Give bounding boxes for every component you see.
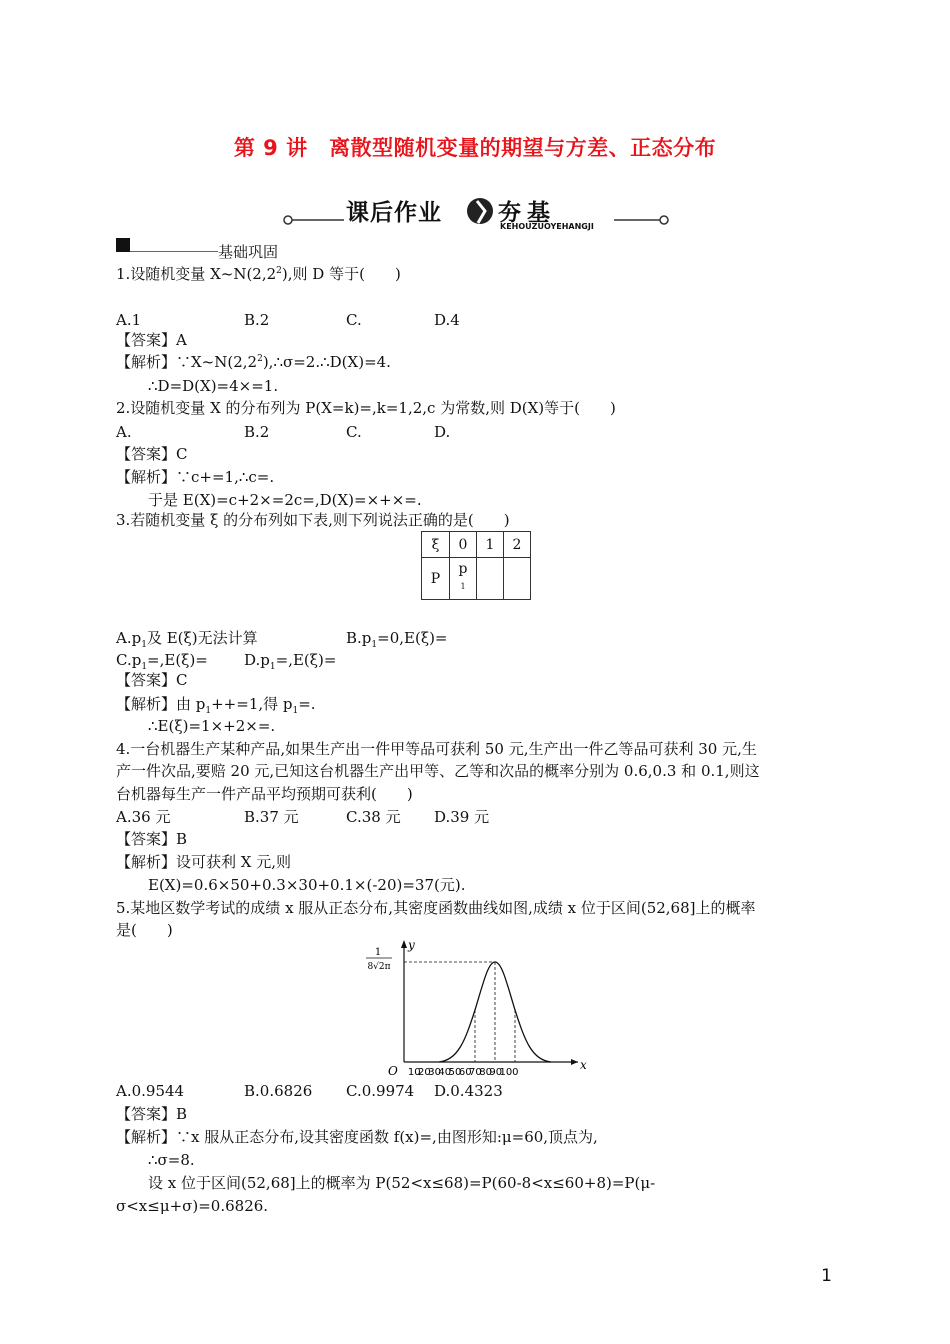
q1-stem: 1.设随机变量 $X\sim N(2,2^2)$,则 D 等于( ) [116,265,401,283]
x-tick-label: 10 [407,1067,421,1078]
section-marker [116,238,130,252]
q5-option-c: C.0.9974 [346,1082,415,1100]
q5-analysis-4: σ<x≤μ+σ)=0.6826. [116,1197,269,1215]
table-cell-empty [477,558,504,600]
section-title: 基础巩固 [218,243,279,261]
x-tick-label: 80 [479,1067,492,1078]
banner-subtitle: KEHOUZUOYEHANGJI [500,222,594,231]
q3-stem: 3.若随机变量 ξ 的分布列如下表,则下列说法正确的是( ) [116,511,510,529]
q2-stem: 2.设随机变量 X 的分布列为 P(X=k)=,k=1,2,c 为常数,则 D(X)等于( ) [116,399,616,417]
q4-analysis-2: E(X)=0.6×50+0.3×30+0.1×(-20)=37(元). [148,876,466,894]
q3-distribution-table [421,531,531,600]
normal-density-graph [360,936,590,1078]
q4-option-b: B.37 元 [244,808,299,826]
q2-option-a: A. [116,423,132,441]
page-number: 1 [821,1266,832,1286]
banner-text-1: 课后作业 [346,200,442,226]
table-row-label: P [422,558,450,600]
q4-option-c: C.38 元 [346,808,401,826]
banner [282,192,670,236]
x-tick-label: 100 [499,1067,519,1078]
q4-option-d: D.39 元 [434,808,490,826]
q1-option-d: D.4 [434,311,460,329]
q3-option-b: $B.p_1=0,E(\xi)=$ [346,629,448,650]
origin-label: O [388,1064,398,1078]
x-tick-label: 20 [418,1067,431,1078]
q5-stem-2: 是( ) [116,921,173,939]
q1-answer: 【答案】A [116,331,187,349]
q5-option-b: B.0.6826 [244,1082,313,1100]
q4-analysis-1: 【解析】设可获利 X 元,则 [116,853,291,871]
q2-option-c: C. [346,423,362,441]
x-tick-labels [408,1067,519,1078]
x-tick-label: 30 [428,1067,441,1078]
q5-analysis-3: 设 x 位于区间(52,68]上的概率为 P(52<x≤68)=P(60-8<x≤60+8)=P(μ- [148,1174,656,1192]
table-header-2: 2 [504,532,531,558]
q3-option-a: $A.p_1$及 E(ξ)无法计算 [116,629,258,650]
page-title: 第 9 讲 离散型随机变量的期望与方差、正态分布 [233,136,717,160]
q1-option-b: B.2 [244,311,270,329]
table-header-0: 0 [450,532,477,558]
table-header-xi: ξ [422,532,450,558]
q1-analysis-2: ∴D=D(X)=4×=1. [148,377,279,395]
q5-option-d: D.0.4323 [434,1082,503,1100]
q4-stem-1: 4.一台机器生产某种产品,如果生产出一件甲等品可获利 50 元,生产出一件乙等品可获利 30 元,生 [116,740,757,758]
q1-analysis-1: 【解析】$\because X\sim N(2,2^2),\therefore\sigma=2.\therefore D(X)=4$. [116,353,391,371]
q1-option-c: C. [346,311,362,329]
banner-text-2: 夯基 [498,200,556,226]
q4-stem-3: 台机器每生产一件产品平均预期可获利( ) [116,785,413,803]
q3-answer: 【答案】C [116,671,188,689]
q2-analysis-2: 于是 E(X)=c+2×=2c=,D(X)=×+×=. [148,491,422,509]
q2-answer: 【答案】C [116,445,188,463]
x-tick-label: 40 [438,1067,452,1078]
x-tick-label: 50 [448,1067,462,1078]
q3-option-d: $D.p_1=,E(\xi)=$ [244,651,337,672]
y-axis-arrow [401,940,407,948]
x-tick-label: 60 [458,1067,472,1078]
q3-option-c: $C.p_1=,E(\xi)=$ [116,651,208,672]
q5-stem-1: 5.某地区数学考试的成绩 x 服从正态分布,其密度函数曲线如图,成绩 x 位于区间(52,68]上的概率 [116,899,756,917]
peak-label-denominator: 8√2π [367,962,391,972]
banner-graphic [282,192,670,236]
table-header-1: 1 [477,532,504,558]
q2-option-b: B.2 [244,423,270,441]
q2-option-d: D. [434,423,451,441]
section-underline [130,251,218,252]
peak-label-numerator: 1 [374,947,382,958]
table-cell-p1: p 1 [450,558,477,600]
q1-option-a: A.1 [116,311,142,329]
q5-analysis-2: ∴σ=8. [148,1151,195,1169]
x-tick-label: 90 [489,1067,503,1078]
q3-analysis-2: ∴E(ξ)=1×+2×=. [148,717,276,735]
q4-answer: 【答案】B [116,830,188,848]
q5-analysis-1: 【解析】∵x 服从正态分布,设其密度函数 f(x)=,由图形知:μ=60,顶点为, [116,1128,598,1146]
x-axis-label: x [580,1058,587,1072]
table-cell-empty [504,558,531,600]
x-tick-label: 70 [469,1067,482,1078]
q5-answer: 【答案】B [116,1105,188,1123]
q2-analysis-1: 【解析】∵c+=1,∴c=. [116,468,275,486]
q4-option-a: A.36 元 [116,808,171,826]
q3-analysis-1: 【解析】由 $p_1++=1$,得 $p_1=$. [116,695,316,716]
y-axis-label: y [408,938,415,952]
q4-stem-2: 产一件次品,要赔 20 元,已知这台机器生产出甲等、乙等和次品的概率分别为 0.6,0.3 和 0.1,则这 [116,762,760,780]
q5-option-a: A.0.9544 [116,1082,185,1100]
x-axis-arrow [571,1059,578,1065]
